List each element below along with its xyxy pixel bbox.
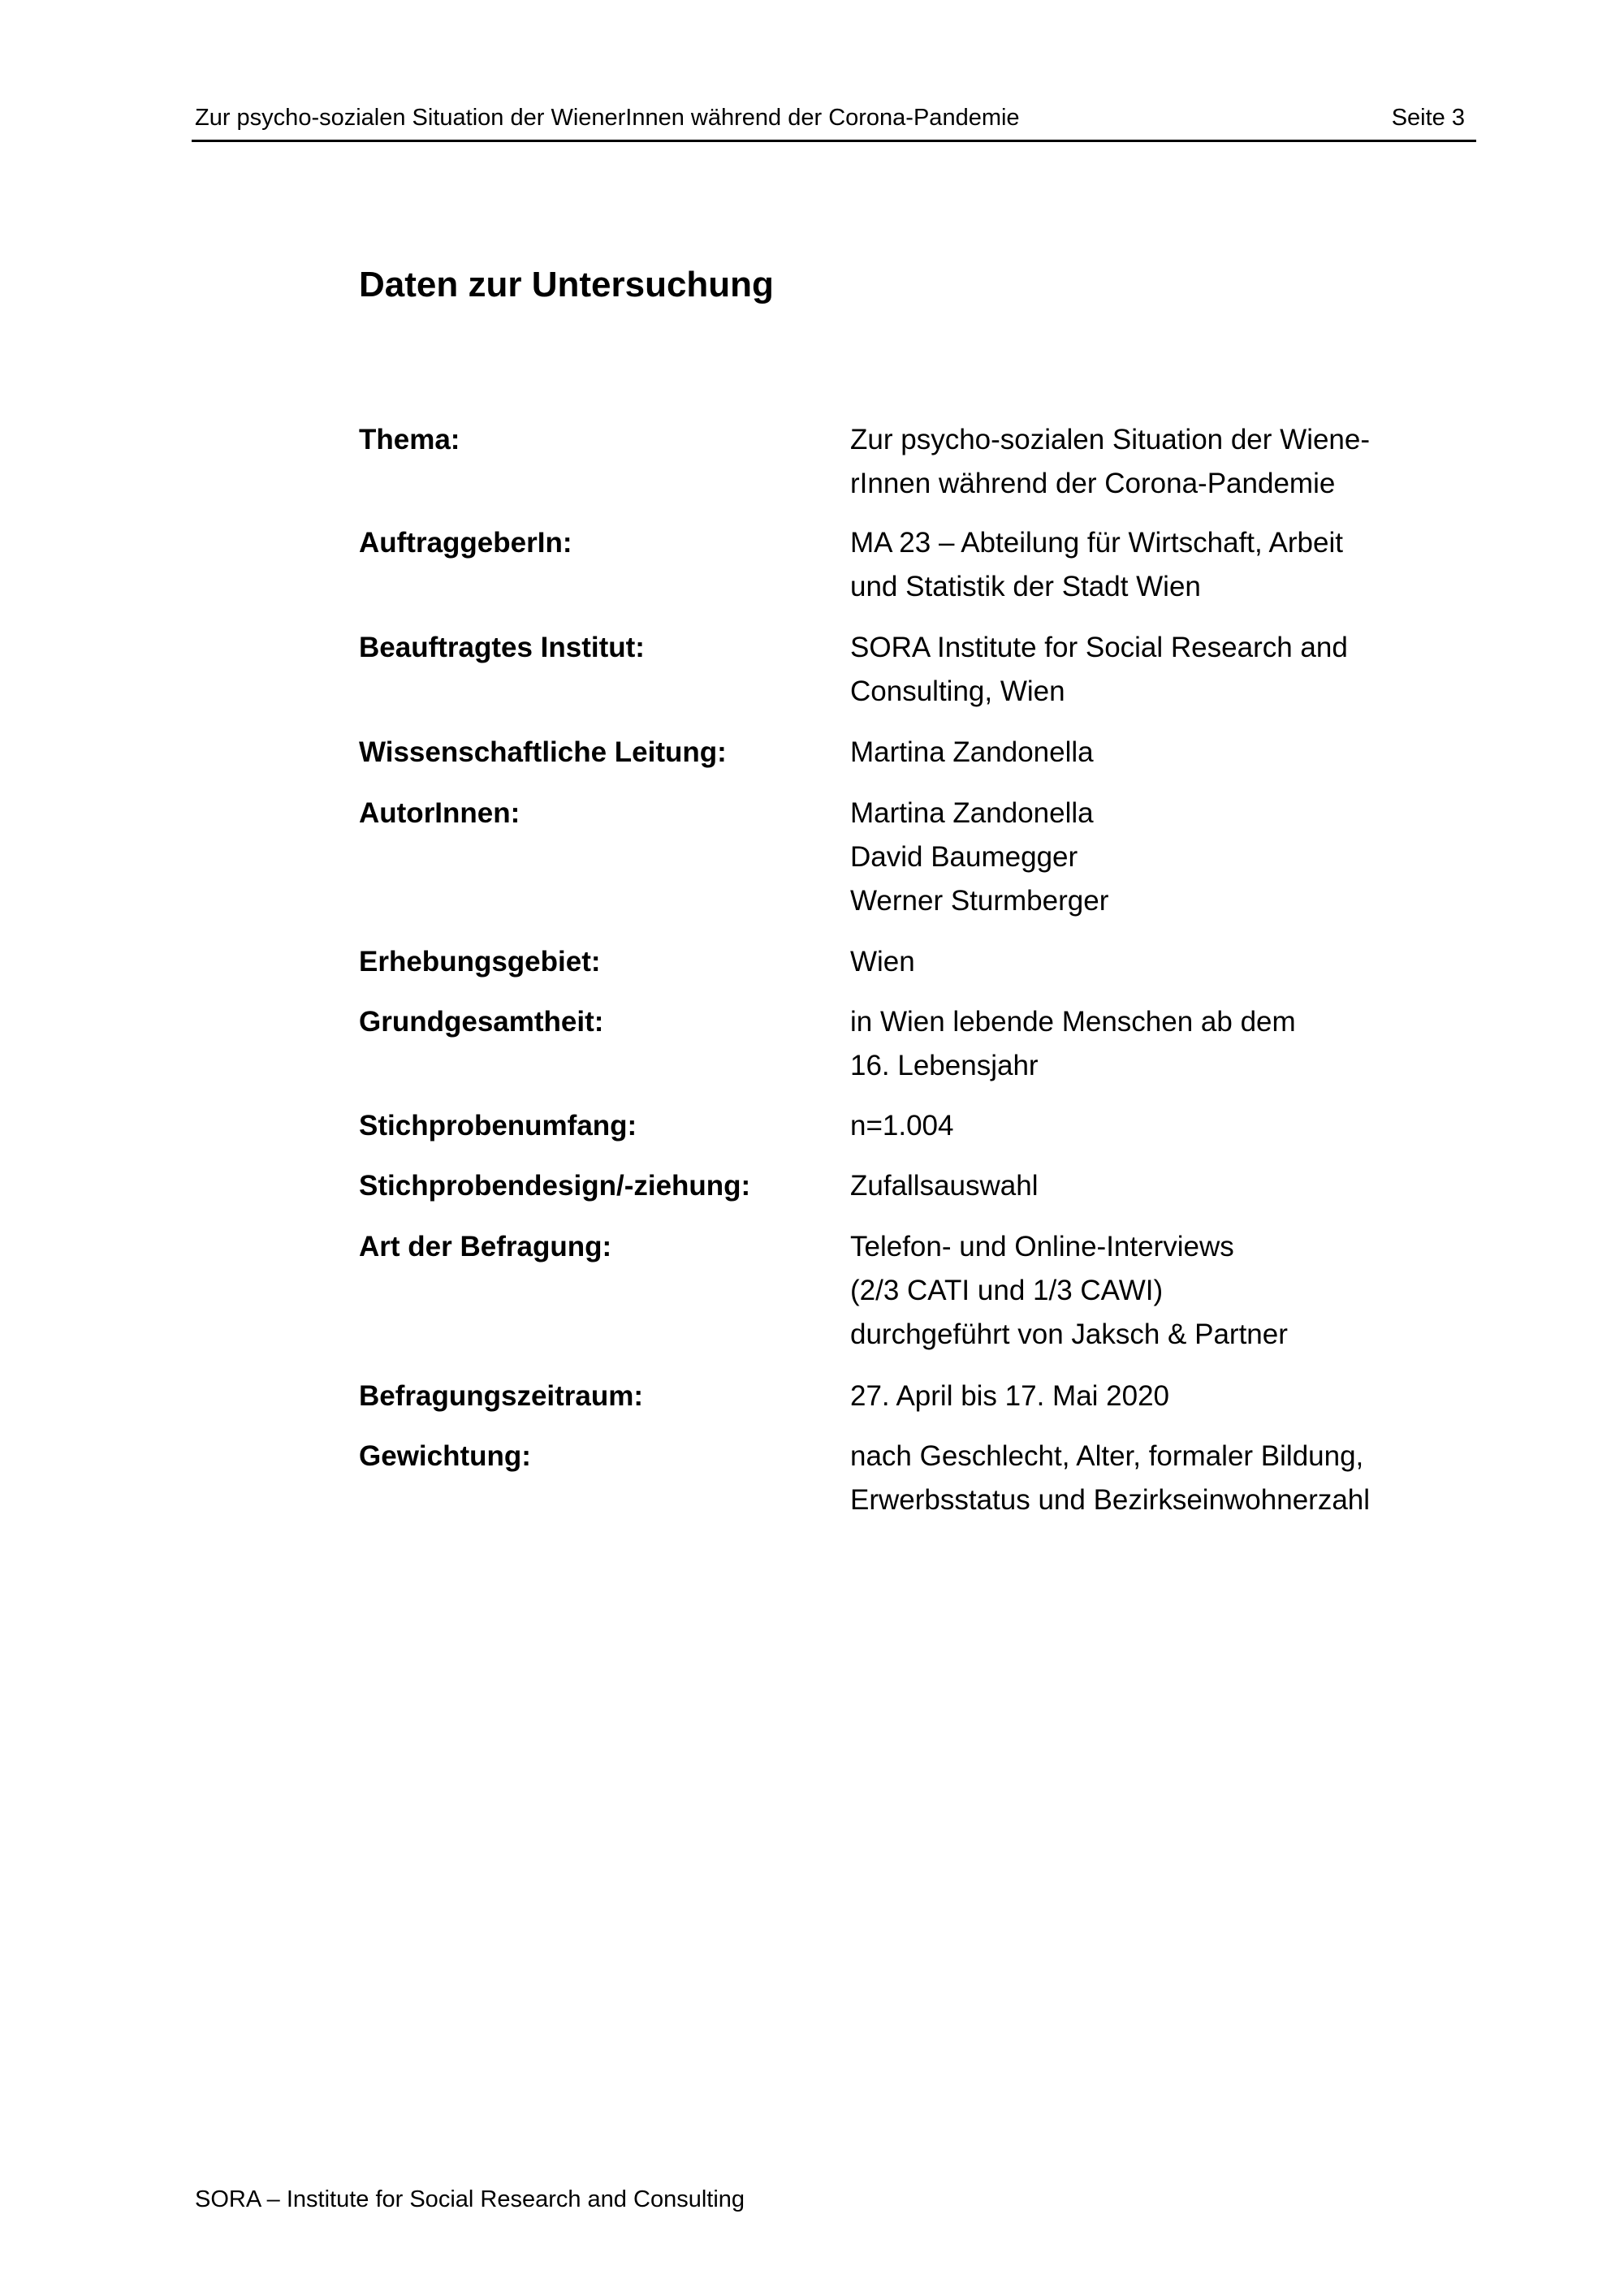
row-label: Stichprobenumfang: bbox=[359, 1110, 637, 1142]
row-value-line: in Wien lebende Menschen ab dem bbox=[850, 1006, 1296, 1038]
row-label: Befragungszeitraum: bbox=[359, 1380, 644, 1412]
row-value bbox=[850, 626, 1348, 714]
row-value-line: MA 23 – Abteilung für Wirtschaft, Arbeit bbox=[850, 527, 1343, 559]
row-value-line: durchgeführt von Jaksch & Partner bbox=[850, 1318, 1288, 1350]
row-value bbox=[850, 521, 1343, 609]
row-value-line: SORA Institute for Social Research and bbox=[850, 632, 1348, 663]
row-value bbox=[850, 1375, 1169, 1418]
row-label: Stichprobendesign/-ziehung: bbox=[359, 1170, 751, 1202]
row-value-line: rInnen während der Corona-Pandemie bbox=[850, 468, 1336, 499]
row-value-line: nach Geschlecht, Alter, formaler Bildung, bbox=[850, 1440, 1364, 1472]
row-label: Erhebungsgebiet: bbox=[359, 946, 601, 978]
row-label: AutorInnen: bbox=[359, 797, 520, 829]
row-value-line: Consulting, Wien bbox=[850, 675, 1065, 707]
page-title: Daten zur Untersuchung bbox=[359, 265, 774, 304]
row-value-line: Zufallsauswahl bbox=[850, 1170, 1039, 1202]
page-number: Seite 3 bbox=[1391, 105, 1465, 131]
row-value bbox=[850, 1435, 1370, 1522]
row-value bbox=[850, 1225, 1288, 1357]
row-value bbox=[850, 1164, 1039, 1208]
page-footer: SORA – Institute for Social Research and Consulting bbox=[195, 2186, 745, 2212]
row-value-line: Zur psycho-sozialen Situation der Wiene- bbox=[850, 424, 1371, 455]
header-rule bbox=[192, 140, 1476, 142]
row-value bbox=[850, 1000, 1296, 1088]
row-value-line: n=1.004 bbox=[850, 1110, 954, 1142]
row-value-line: Martina Zandonella bbox=[850, 797, 1094, 829]
row-label: Thema: bbox=[359, 424, 460, 455]
row-value-line: Wien bbox=[850, 946, 915, 978]
row-value-line: und Statistik der Stadt Wien bbox=[850, 571, 1201, 602]
row-label: Art der Befragung: bbox=[359, 1231, 612, 1262]
row-value-line: Martina Zandonella bbox=[850, 736, 1094, 768]
row-label: Wissenschaftliche Leitung: bbox=[359, 736, 727, 768]
row-value bbox=[850, 418, 1370, 506]
row-value bbox=[850, 792, 1108, 923]
row-label: Beauftragtes Institut: bbox=[359, 632, 645, 663]
row-value-line: 27. April bis 17. Mai 2020 bbox=[850, 1380, 1170, 1412]
running-header-title: Zur psycho-sozialen Situation der WienerInnen während der Corona-Pandemie bbox=[195, 105, 1020, 131]
row-value bbox=[850, 1104, 954, 1148]
row-label: Gewichtung: bbox=[359, 1440, 531, 1472]
row-value-line: Erwerbsstatus und Bezirkseinwohnerzahl bbox=[850, 1484, 1371, 1516]
row-value-line: Telefon- und Online-Interviews bbox=[850, 1231, 1234, 1262]
row-value-line: (2/3 CATI und 1/3 CAWI) bbox=[850, 1275, 1164, 1306]
row-value-line: David Baumegger bbox=[850, 841, 1078, 873]
row-value bbox=[850, 731, 1094, 775]
row-label: AuftraggeberIn: bbox=[359, 527, 572, 559]
row-value-line: 16. Lebensjahr bbox=[850, 1050, 1039, 1081]
row-label: Grundgesamtheit: bbox=[359, 1006, 604, 1038]
row-value bbox=[850, 940, 915, 984]
row-value-line: Werner Sturmberger bbox=[850, 885, 1109, 917]
